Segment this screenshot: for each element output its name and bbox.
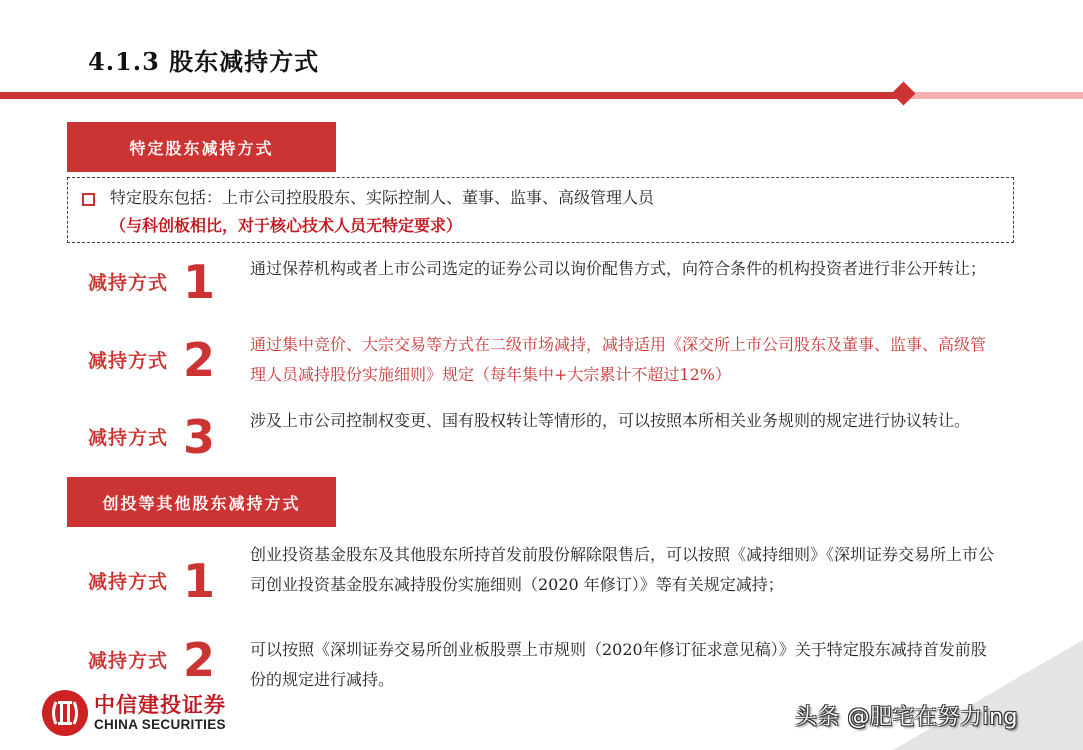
specific-shareholders-note (67, 177, 1014, 243)
method-description: 通过保荐机构或者上市公司选定的证券公司以询价配售方式，向符合条件的机构投资者进行非公开转让； (250, 259, 987, 278)
title-divider (0, 92, 905, 99)
method-number: 1 (183, 554, 216, 608)
logo-english: CHINA SECURITIES (94, 717, 226, 732)
corner-decoration (893, 640, 1083, 750)
note-body: 特定股东包括：上市公司控股股东、实际控制人、董事、监事、高级管理人员 (110, 188, 655, 207)
method-label: 减持方式 (88, 650, 169, 672)
logo-chinese: 中信建投证券 (94, 693, 226, 717)
company-logo (42, 688, 226, 738)
method-number: 2 (183, 333, 216, 387)
method-description: 涉及上市公司控制权变更、国有股权转让等情形的，可以按照本所相关业务规则的规定进行协议转让。 (250, 411, 971, 430)
method-description-highlight: 通过集中竞价、大宗交易等方式在二级市场减持，减持适用《深交所上市公司股东及董事、监事、高级管理人员减持股份实施细则》规定（每年集中+大宗累计不超过12%） (250, 335, 987, 384)
method-number: 1 (183, 255, 216, 309)
method-number: 2 (183, 633, 216, 687)
page-title: 4.1.3 股东减持方式 (88, 47, 320, 76)
divider-diamond-icon (891, 81, 915, 105)
note-text (110, 184, 1005, 240)
method-description: 可以按照《深圳证券交易所创业板股票上市规则（2020年修订征求意见稿）》关于特定股东减持首发前股份的规定进行减持。 (250, 640, 987, 689)
method-label: 减持方式 (88, 427, 169, 449)
section-heading-vc-other-shareholders: 创投等其他股东减持方式 (67, 477, 336, 527)
section-heading-specific-shareholders: 特定股东减持方式 (67, 122, 336, 172)
watermark: 头条 @肥宅在努力ing (795, 705, 1019, 730)
method-label: 减持方式 (88, 272, 169, 294)
title-divider-tail (905, 92, 1083, 99)
note-emphasis: （与科创板相比，对于核心技术人员无特定要求） (110, 216, 463, 235)
hollow-square-bullet-icon (82, 193, 95, 206)
method-description: 创业投资基金股东及其他股东所持首发前股份解除限售后，可以按照《减持细则》《深圳证券交易所上市公司创业投资基金股东减持股份实施细则（2020 年修订）》等有关规定减持； (250, 545, 995, 594)
method-label: 减持方式 (88, 571, 169, 593)
method-label: 减持方式 (88, 350, 169, 372)
citic-logo-icon (42, 690, 88, 736)
method-number: 3 (183, 410, 216, 464)
